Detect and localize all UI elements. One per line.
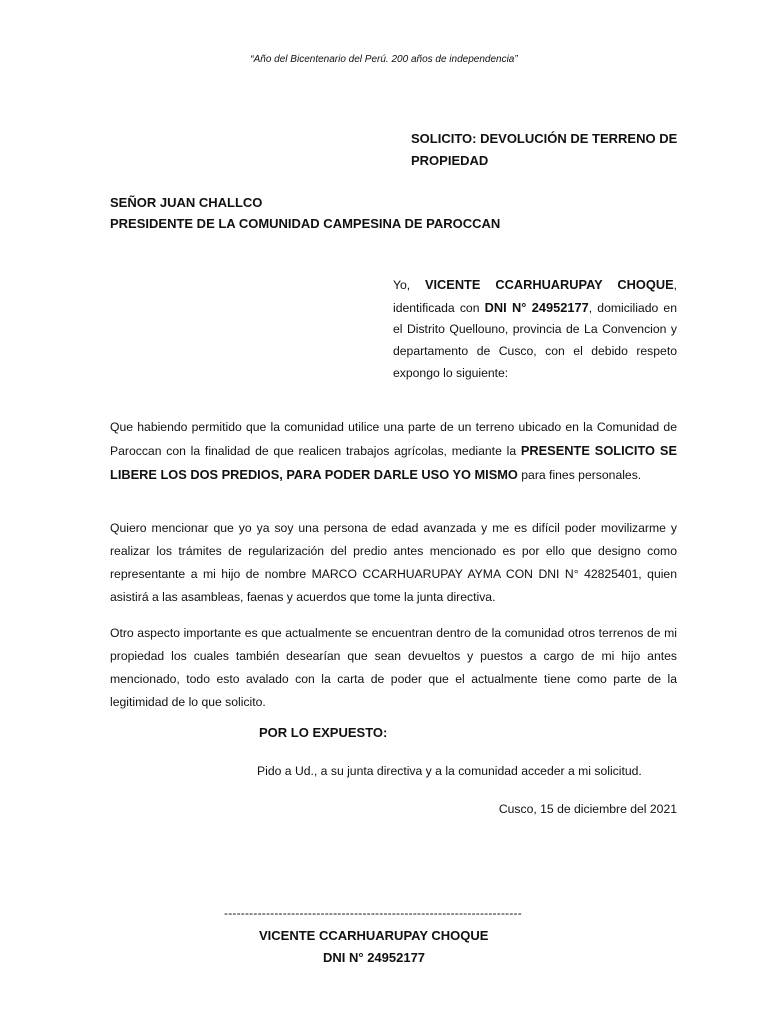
body-paragraph-1 <box>110 416 677 487</box>
subject-block <box>411 128 679 172</box>
signature-name: VICENTE CCARHUARUPAY CHOQUE <box>259 928 489 943</box>
applicant-name: VICENTE CCARHUARUPAY CHOQUE <box>424 277 674 292</box>
subject-line-2: PROPIEDAD <box>411 153 489 168</box>
intro-text-1: , identificada con <box>393 278 677 315</box>
place-date: Cusco, 15 de diciembre del 2021 <box>498 802 677 816</box>
applicant-dni: DNI N° 24952177 <box>484 299 589 315</box>
addressee-title: PRESIDENTE DE LA COMUNIDAD CAMPESINA DE PAROCCAN <box>110 216 501 231</box>
closing-request: Pido a Ud., a su junta directiva y a la comunidad acceder a mi solicitud. <box>257 764 642 778</box>
p1-text: Que habiendo permitido que la comunidad utilice una parte de un terreno ubicado en la Comunidad de Paroccan con la finalidad de que realicen trabajos agrícolas, mediante la <box>110 420 677 458</box>
header-motto: “Año del Bicentenario del Perú. 200 años de independencia” <box>250 54 518 65</box>
intro-yo: Yo, <box>393 278 425 292</box>
intro-paragraph <box>393 274 677 385</box>
closing-heading: POR LO EXPUESTO: <box>259 725 388 740</box>
intro-text-2: , domiciliado en el Distrito Quellouno, provincia de La Convencion y departamento de Cusco, con el debido respeto expongo lo siguiente: <box>393 300 677 380</box>
p1-bold-request: PRESENTE SOLICITO SE LIBERE LOS DOS PREDIOS, PARA PODER DARLE USO YO MISMO <box>110 443 677 482</box>
addressee-name: SEÑOR JUAN CHALLCO <box>110 195 263 210</box>
addressee-block <box>110 192 500 234</box>
signature-line: ----------------------------------------------------------------------- <box>224 906 522 920</box>
signature-dni: DNI N° 24952177 <box>323 950 426 965</box>
p1-end: para fines personales. <box>517 468 642 482</box>
body-paragraph-2: Quiero mencionar que yo ya soy una persona de edad avanzada y me es difícil poder movilizarme y realizar los trámites de regularización del predio antes mencionado es por ello que designo como representante a mi hijo de nombre MARCO CCARHUARUPAY AYMA CON DNI N° 42825401, quien asistirá a las asambleas, faenas y acuerdos que tome la junta directiva. <box>110 521 677 604</box>
body-paragraph-3: Otro aspecto importante es que actualmente se encuentran dentro de la comunidad otros terrenos de mi propiedad los cuales también desearían que sean devueltos y puestos a cargo de mi hijo antes mencionado, todo esto avalado con la carta de poder que el actualmente tiene como parte de la legitimidad de lo que solicito. <box>110 626 677 709</box>
subject-line-1: SOLICITO: DEVOLUCIÓN DE TERRENO DE <box>411 131 678 146</box>
